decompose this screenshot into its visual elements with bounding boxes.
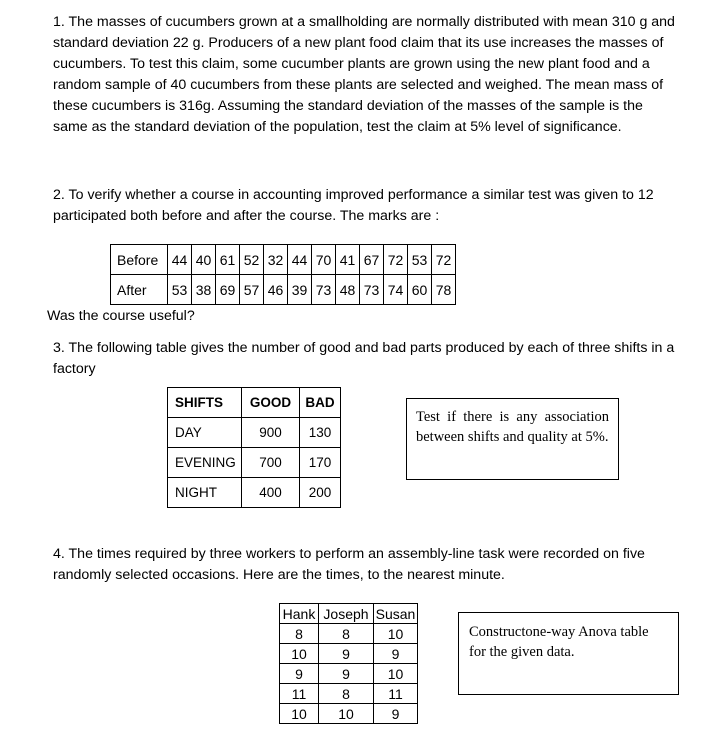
hank-time: 9 [280,664,319,684]
before-cell: 70 [312,245,336,275]
joseph-time: 8 [319,624,374,644]
after-cell: 48 [336,275,360,305]
susan-header: Susan [374,604,418,624]
question-2-text: 2. To verify whether a course in accounting improved performance a similar test was given to 12 participated both before and after the course. The marks are : [53,187,654,224]
after-row [111,275,456,305]
before-cell: 32 [264,245,288,275]
before-cell: 44 [288,245,312,275]
hank-time: 10 [280,644,319,664]
workers-row [280,644,418,664]
before-cell: 53 [408,245,432,275]
susan-time: 11 [374,684,418,704]
shifts-header: SHIFTS [168,388,242,418]
before-row [111,245,456,275]
susan-time: 9 [374,644,418,664]
hank-time: 8 [280,624,319,644]
question-2-followup: Was the course useful? [47,308,195,324]
after-cell: 69 [216,275,240,305]
joseph-time: 9 [319,664,374,684]
susan-time: 10 [374,624,418,644]
before-after-table [110,244,456,305]
good-count: 700 [242,448,300,478]
after-cell: 74 [384,275,408,305]
susan-time: 9 [374,704,418,724]
association-test-box: Test if there is any association between shifts and quality at 5%. [406,398,619,480]
bad-header: BAD [300,388,341,418]
shifts-header-row [168,388,341,418]
after-label: After [111,275,168,305]
before-cell: 40 [192,245,216,275]
workers-row [280,684,418,704]
after-cell: 57 [240,275,264,305]
hank-time: 11 [280,684,319,704]
joseph-time: 10 [319,704,374,724]
shift-name: DAY [168,418,242,448]
after-cell: 53 [168,275,192,305]
before-cell: 72 [432,245,456,275]
before-cell: 67 [360,245,384,275]
question-1-text: 1. The masses of cucumbers grown at a smallholding are normally distributed with mean 310 g and standard deviation 22 g. Producers of a new plant food claim that its use increases the masses of cucumbers. To test this claim, some cucumber plants are grown using the new plant food and a random sample of 40 cucumbers from these plants are selected and weighed. The mean mass of these cucumbers is 316g. Assuming the standard deviation of the masses of the sample is the same as the standard deviation of the population, test the claim at 5% level of significance. [53,14,675,135]
shifts-row [168,478,341,508]
shifts-table [167,387,341,508]
after-cell: 73 [312,275,336,305]
joseph-time: 9 [319,644,374,664]
before-cell: 52 [240,245,264,275]
shift-name: EVENING [168,448,242,478]
question-4-text: 4. The times required by three workers to perform an assembly-line task were recorded on five randomly selected occasions. Here are the times, to the nearest minute. [53,546,645,583]
before-cell: 61 [216,245,240,275]
hank-time: 10 [280,704,319,724]
susan-time: 10 [374,664,418,684]
workers-row [280,704,418,724]
before-label: Before [111,245,168,275]
shifts-row [168,418,341,448]
after-cell: 39 [288,275,312,305]
good-header: GOOD [242,388,300,418]
bad-count: 200 [300,478,341,508]
good-count: 400 [242,478,300,508]
shift-name: NIGHT [168,478,242,508]
workers-header-row [280,604,418,624]
joseph-header: Joseph [319,604,374,624]
workers-row [280,664,418,684]
hank-header: Hank [280,604,319,624]
question-3-text: 3. The following table gives the number of good and bad parts produced by each of three shifts in a factory [53,340,675,377]
after-cell: 73 [360,275,384,305]
before-cell: 44 [168,245,192,275]
after-cell: 60 [408,275,432,305]
workers-times-table [279,603,418,724]
joseph-time: 8 [319,684,374,704]
before-cell: 72 [384,245,408,275]
after-cell: 46 [264,275,288,305]
after-cell: 78 [432,275,456,305]
bad-count: 170 [300,448,341,478]
workers-row [280,624,418,644]
anova-instruction-box: Constructone-way Anova table for the given data. [458,612,679,695]
before-cell: 41 [336,245,360,275]
bad-count: 130 [300,418,341,448]
after-cell: 38 [192,275,216,305]
good-count: 900 [242,418,300,448]
shifts-row [168,448,341,478]
